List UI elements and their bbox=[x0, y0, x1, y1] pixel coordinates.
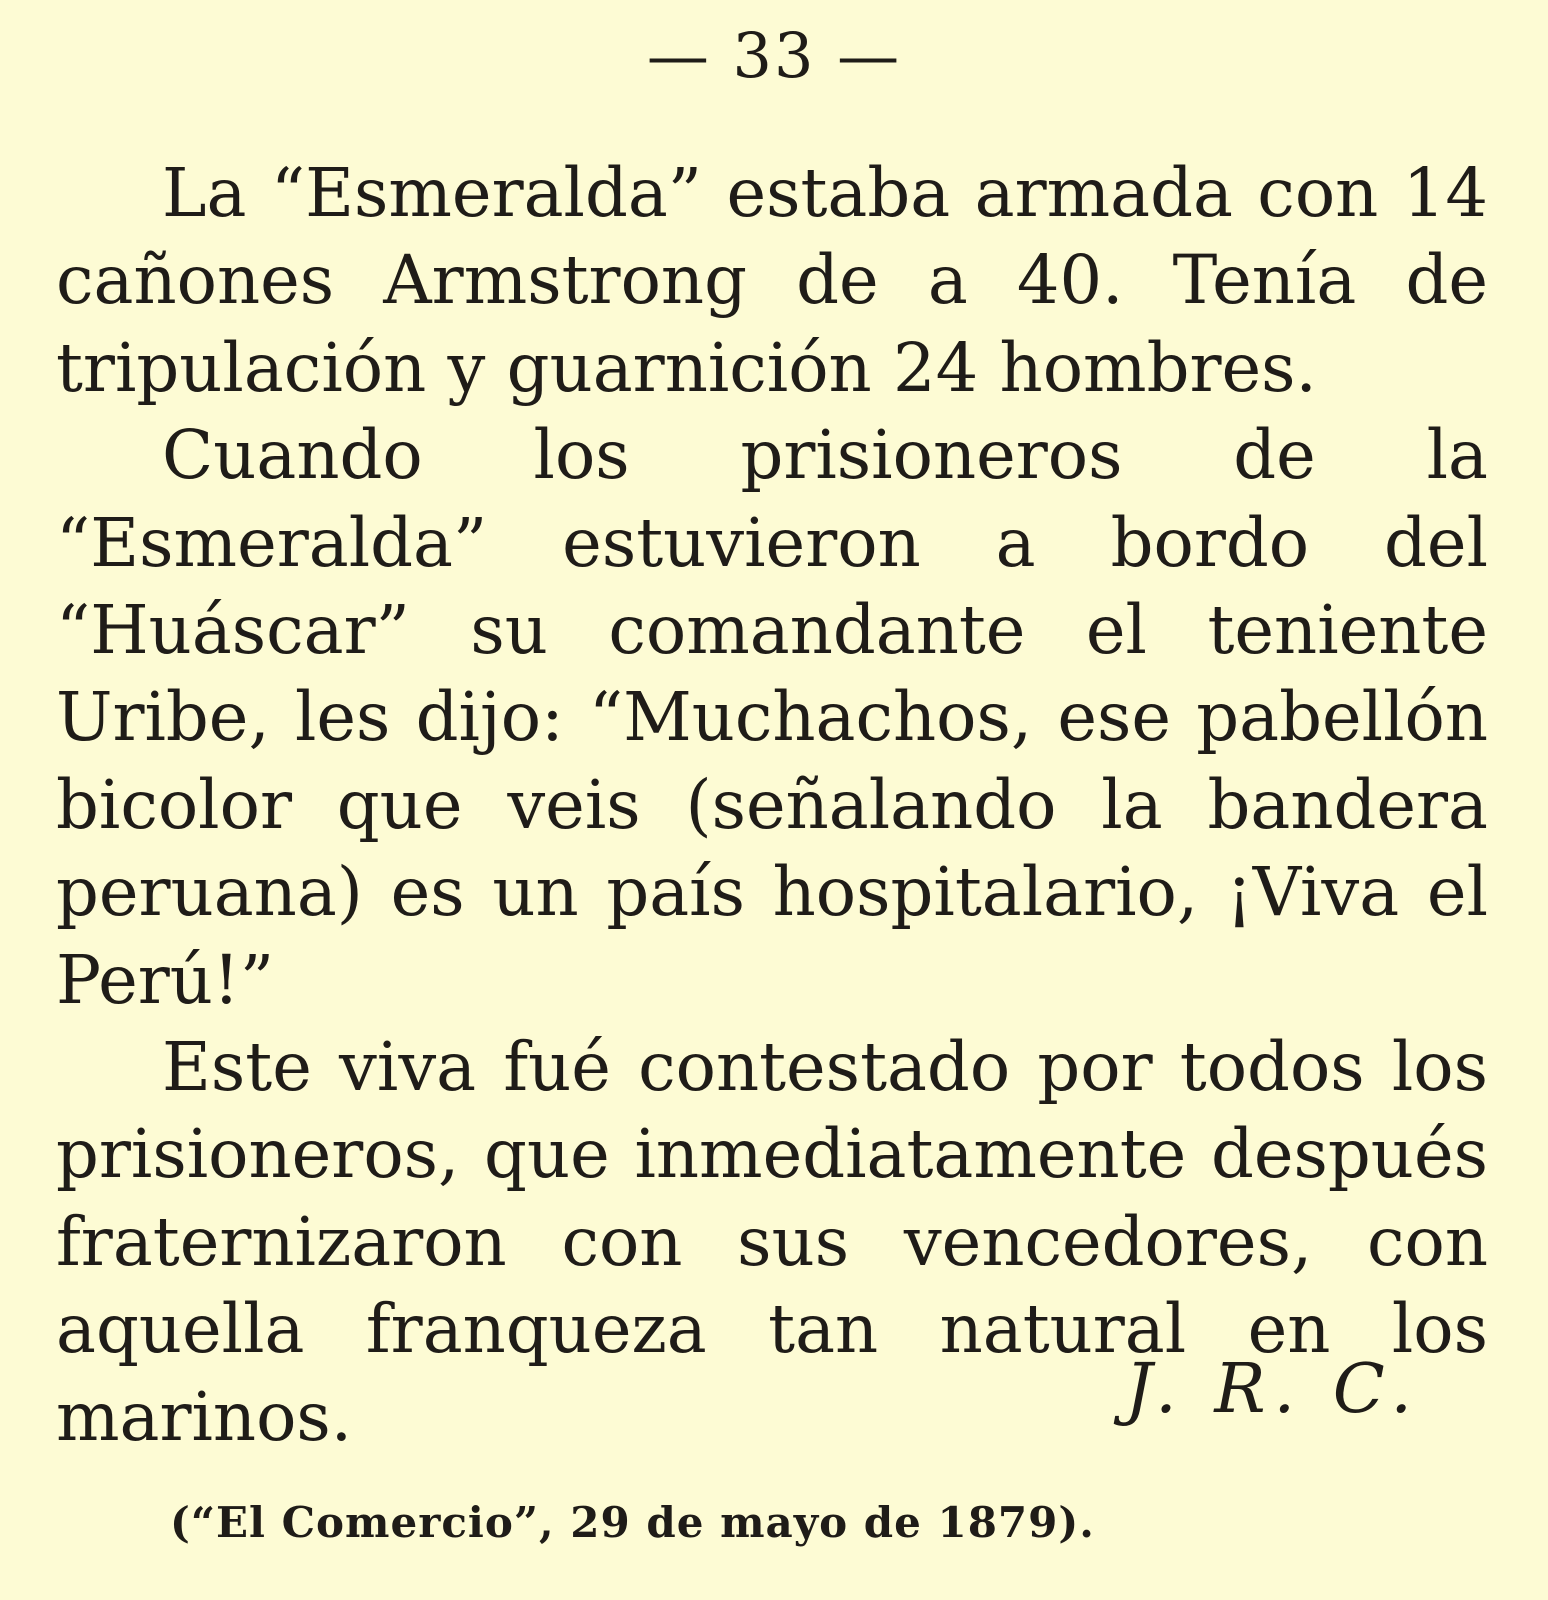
page-number: — 33 — bbox=[646, 19, 902, 92]
paragraph-armament: La “Esmeralda” estaba armada con 14 cañones Armstrong de a 40. Tenía de tripulación y guarnición 24 hombres. bbox=[56, 154, 1488, 407]
paragraph-uribe-speech: Cuando los prisioneros de la “Esmeralda” estuvieron a bordo del “Huáscar” su comandante el teniente Uribe, les dijo: “Muchachos, ese pabellón bicolor que veis (señalando la bandera peruana) es un país hospitalario, ¡Viva el Perú!” bbox=[56, 416, 1488, 1019]
source-citation: (“El Comercio”, 29 de mayo de 1879). bbox=[170, 1498, 1095, 1547]
article-body bbox=[56, 150, 1488, 1461]
paragraph-fraternization: Este viva fué contestado por todos los prisioneros, que inmediatamente después fraternizaron con sus vencedores, con aquella franqueza tan natural en los marinos. bbox=[56, 1028, 1488, 1456]
author-signature: J. R. C. bbox=[1125, 1350, 1420, 1429]
